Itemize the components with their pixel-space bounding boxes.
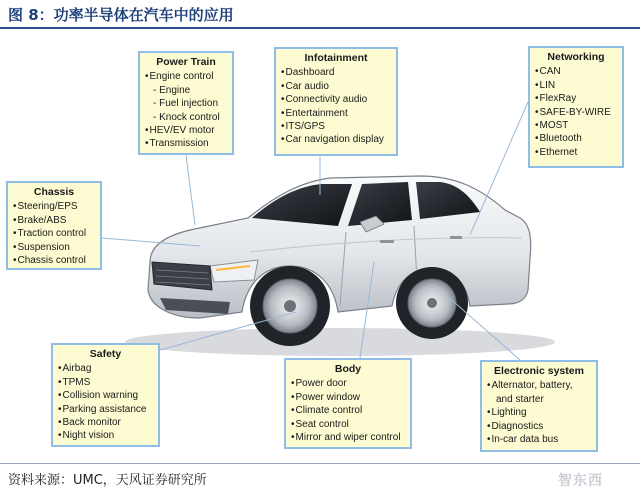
box-item: • In-car data bus <box>487 433 591 446</box>
box-item: • TPMS <box>58 376 153 389</box>
box-item: • HEV/EV motor <box>145 124 227 137</box>
box-item: • ITS/GPS <box>281 120 391 133</box>
box-item: • Car audio <box>281 80 391 93</box>
source-note: 资料来源：UMC，天风证券研究所 <box>8 473 207 488</box>
box-heading: Networking <box>547 51 605 63</box>
box-heading: Chassis <box>33 186 75 198</box>
box-item-list <box>535 65 617 159</box>
box-heading: Power Train <box>156 56 216 68</box>
box-item: • Car navigation display <box>281 133 391 146</box>
box-item: • Engine control <box>145 70 227 83</box>
box-item: • Transmission <box>145 137 227 150</box>
box-item: • Seat control <box>291 418 405 431</box>
box-item-list <box>13 200 95 267</box>
box-item-list <box>58 362 153 442</box>
box-item: - Knock control <box>153 111 220 123</box>
footer-divider <box>0 463 640 464</box>
electronic-system-box <box>480 360 598 452</box>
box-item: • Brake/ABS <box>13 214 95 227</box>
box-item: • FlexRay <box>535 92 617 105</box>
watermark-logo: 智东西 <box>558 473 603 489</box>
box-heading: Infotainment <box>304 52 368 64</box>
box-item: • MOST <box>535 119 617 132</box>
box-item: • Mirror and wiper control <box>291 431 405 444</box>
body-box <box>284 358 412 449</box>
box-item: • SAFE-BY-WIRE <box>535 106 617 119</box>
box-item: • Entertainment <box>281 107 391 120</box>
networking-box <box>528 46 624 168</box>
box-heading: Body <box>334 363 362 375</box>
box-item: • Traction control <box>13 227 95 240</box>
box-item: • Bluetooth <box>535 132 617 145</box>
chassis-box <box>6 181 102 270</box>
box-heading: Electronic system <box>494 365 584 377</box>
box-item: • Airbag <box>58 362 153 375</box>
figure-title: 图 8：功率半导体在汽车中的应用 <box>8 6 234 24</box>
box-item: • Dashboard <box>281 66 391 79</box>
box-item: • Lighting <box>487 406 591 419</box>
box-item: • LIN <box>535 79 617 92</box>
box-item: • Alternator, battery, <box>487 379 591 392</box>
box-item: • Climate control <box>291 404 405 417</box>
box-item: • Power window <box>291 391 405 404</box>
box-item: • Collision warning <box>58 389 153 402</box>
box-item: • Connectivity audio <box>281 93 391 106</box>
box-item: • Power door <box>291 377 405 390</box>
box-item: • Parking assistance <box>58 403 153 416</box>
box-item: • Chassis control <box>13 254 95 267</box>
box-item: • Ethernet <box>535 146 617 159</box>
safety-box <box>51 343 160 447</box>
box-item: - Fuel injection <box>153 98 219 110</box>
box-item: • Steering/EPS <box>13 200 95 213</box>
box-item-list <box>145 70 227 150</box>
box-item: - Engine <box>153 84 191 96</box>
box-item: • CAN <box>535 65 617 78</box>
power-train-box <box>138 51 234 155</box>
box-item: and starter <box>496 393 544 405</box>
box-item-list <box>281 66 391 146</box>
box-item-list <box>487 379 591 446</box>
box-item-list <box>291 377 405 444</box>
box-item: • Back monitor <box>58 416 153 429</box>
box-item: • Diagnostics <box>487 420 591 433</box>
box-heading: Safety <box>89 348 122 360</box>
box-item: • Night vision <box>58 429 153 442</box>
leader-power-train <box>186 155 195 225</box>
box-item: • Suspension <box>13 241 95 254</box>
infotainment-box <box>274 47 398 156</box>
